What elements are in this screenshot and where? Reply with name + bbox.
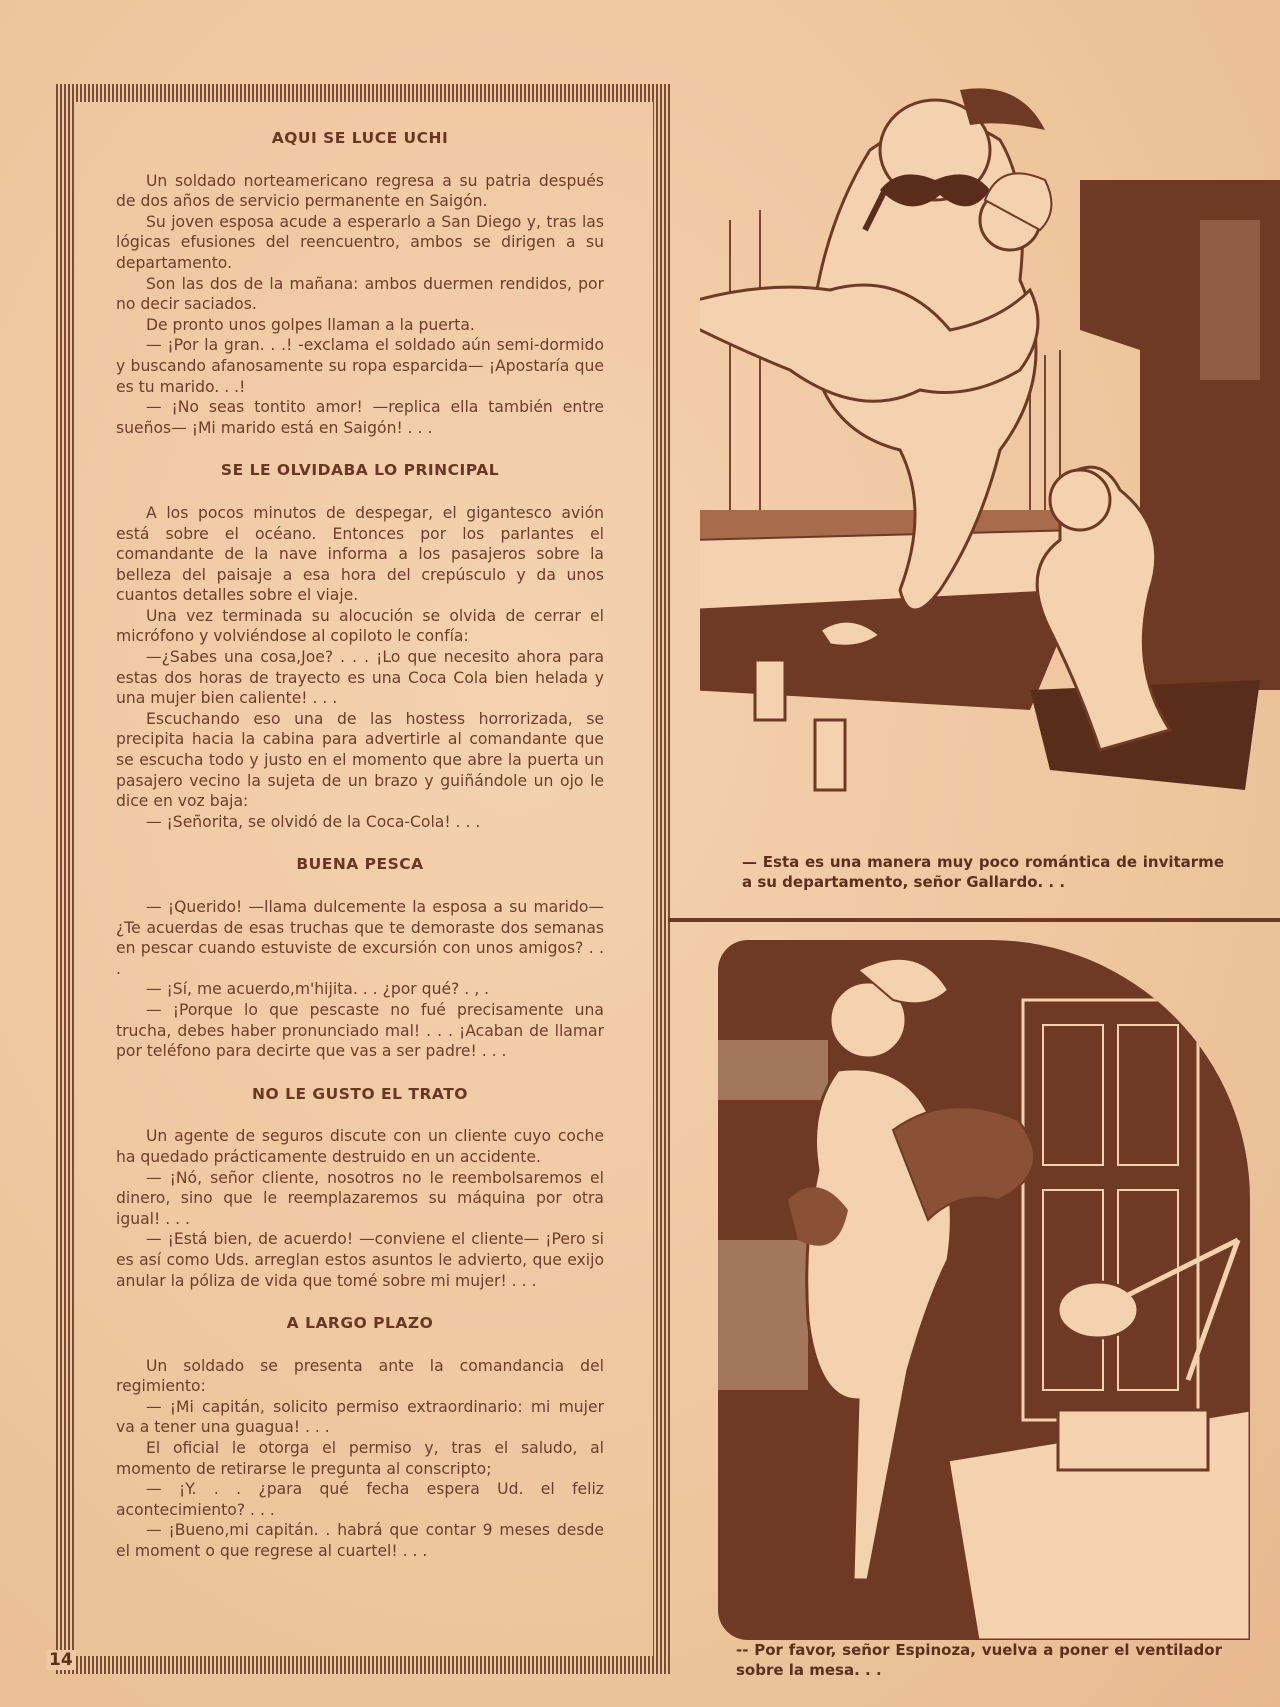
joke-paragraph: — ¡Señorita, se olvidó de la Coca-Cola! . . . bbox=[146, 812, 481, 831]
joke-1 bbox=[116, 128, 604, 438]
joke-3 bbox=[116, 854, 604, 1061]
joke-paragraph: Su joven esposa acude a esperarlo a San Diego y, tras las lógicas efusiones del reencuentro, ambos se dirigen a su departamento. bbox=[116, 212, 604, 272]
jokes-column bbox=[116, 128, 604, 1584]
joke-title: AQUI SE LUCE UCHI bbox=[271, 129, 449, 147]
joke-paragraph: — ¡Bueno,mi capitán. . habrá que contar 9 meses desde el moment o que regrese al cuartel! . . . bbox=[116, 1521, 604, 1561]
joke-paragraph: — ¡Sí, me acuerdo,m'hijita. . . ¿por qué? . , . bbox=[146, 980, 490, 999]
joke-4 bbox=[116, 1084, 604, 1291]
joke-paragraph: — ¡No seas tontito amor! —replica ella también entre sueños— ¡Mi marido está en Saigón! . . . bbox=[116, 398, 604, 437]
joke-paragraph: Un soldado norteamericano regresa a su patria después de dos años de servicio permanente en Saigón. bbox=[116, 171, 604, 211]
joke-paragraph: Escuchando eso una de las hostess horrorizada, se precipita hacia la cabina para advertirle al comandante que se escucha todo y justo en el momento que abre la puerta un pasajero vecino la sujeta de un brazo y guiñándole un ojo le dice en voz baja: bbox=[116, 709, 604, 811]
joke-paragraph: A los pocos minutos de despegar, el gigantesco avión está sobre el océano. Entonces por los parlantes el comandante de la nave informa a los pasajeros sobre la belleza del paisaje a esa hora del crepúsculo y da unos cuantos detalles sobre el viaje. bbox=[116, 503, 604, 605]
joke-title: BUENA PESCA bbox=[296, 855, 424, 874]
joke-paragraph: — ¡Por la gran. . .! -exclama el soldado aún semi-dormido y buscando afanosamente su ropa esparcida— ¡Apostaría que es tu marido. . .! bbox=[116, 336, 604, 396]
joke-paragraph: Un agente de seguros discute con un cliente cuyo coche ha quedado prácticamente destruido en un accidente. bbox=[116, 1127, 604, 1166]
joke-paragraph: Son las dos de la mañana: ambos duermen rendidos, por no decir saciados. bbox=[116, 274, 604, 314]
joke-paragraph: — ¡Mi capitán, solicito permiso extraordinario: mi mujer va a tener una guagua! . . . bbox=[116, 1397, 604, 1437]
joke-paragraph: — ¡Nó, señor cliente, nosotros no le reembolsaremos el dinero, sino que le reemplazaremos su máquina por otra igual! . . . bbox=[116, 1168, 604, 1228]
joke-2 bbox=[116, 460, 604, 832]
section-divider bbox=[668, 918, 1280, 922]
cartoon-caption: — Esta es una manera muy poco romántica de invitarme a su departamento, señor Gallardo. . . bbox=[742, 853, 1224, 891]
joke-title: NO LE GUSTO EL TRATO bbox=[252, 1084, 468, 1103]
joke-paragraph: El oficial le otorga el permiso y, tras el saludo, al momento de retirarse le pregunta al conscripto; bbox=[116, 1439, 604, 1478]
joke-paragraph: —¿Sabes una cosa,Joe? . . . ¡Lo que necesito ahora para estas dos horas de trayecto es una Coca Cola bien helada y una mujer bien caliente! . . . bbox=[116, 648, 604, 708]
joke-paragraph: — ¡Porque lo que pescaste no fué precisamente una trucha, debes haber pronunciado mal! . . . ¡Acaban de llamar por teléfono para decirte que vas a ser padre! . . . bbox=[116, 1000, 604, 1061]
joke-paragraph: Un soldado se presenta ante la comandancia del regimiento: bbox=[116, 1356, 604, 1396]
joke-5 bbox=[116, 1313, 604, 1562]
page-number: 14 bbox=[46, 1650, 76, 1670]
cartoon-caption: -- Por favor, señor Espinoza, vuelva a poner el ventilador sobre la mesa. . . bbox=[736, 1641, 1222, 1679]
joke-paragraph: — ¡Y. . . ¿para qué fecha espera Ud. el feliz acontecimiento? . . . bbox=[116, 1480, 604, 1519]
joke-paragraph: Una vez terminada su alocución se olvida de cerrar el micrófono y volviéndose al copiloto le confía: bbox=[116, 606, 604, 646]
cartoon-fan-illustration bbox=[718, 940, 1250, 1640]
joke-paragraph: De pronto unos golpes llaman a la puerta. bbox=[146, 315, 475, 334]
joke-paragraph: — ¡Está bien, de acuerdo! —conviene el cliente— ¡Pero si es así como Uds. arreglan estos asuntos le advierto, que exijo anular la póliza de vida que tomé sobre mi mujer! . . . bbox=[116, 1230, 604, 1290]
joke-paragraph: — ¡Querido! —llama dulcemente la esposa a su marido— ¿Te acuerdas de esas truchas que te demoraste dos semanas en pescar cuando estuviste de excursión con unos amigos? . . . bbox=[116, 898, 604, 978]
joke-title: A LARGO PLAZO bbox=[286, 1314, 434, 1333]
joke-title: SE LE OLVIDABA LO PRINCIPAL bbox=[220, 461, 500, 480]
cartoon-genie-illustration bbox=[700, 70, 1280, 840]
